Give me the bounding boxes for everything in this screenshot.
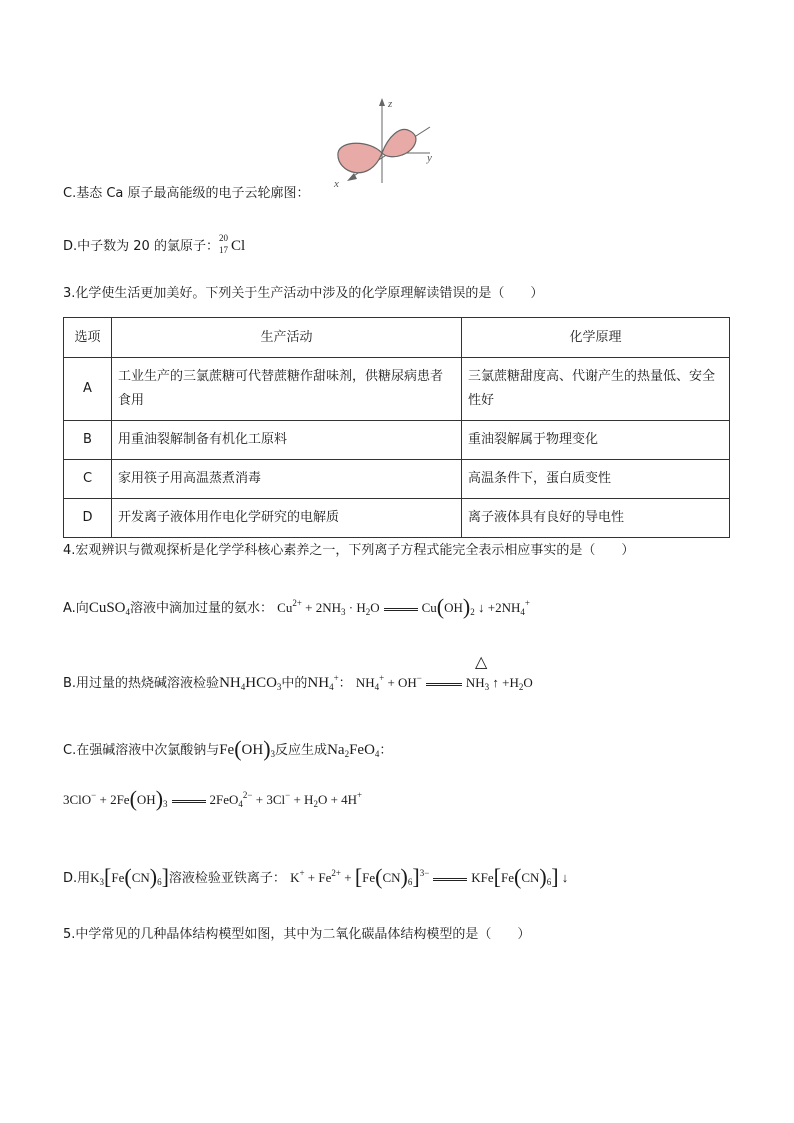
q4-b-prefix: B.用过量的热烧碱溶液检验 xyxy=(63,676,220,691)
table-row xyxy=(64,499,730,538)
question-4-stem: 4.宏观辨识与微观探析是化学学科核心素养之一，下列离子方程式能完全表示相应事实的是（ ） xyxy=(63,543,635,558)
question-3-stem: 3.化学使生活更加美好。下列关于生产活动中涉及的化学原理解读错误的是（ ） xyxy=(63,286,544,301)
q4-option-c: C.在强碱溶液中次氯酸钠与$Fe(OH)_3$反应生成$Na_2FeO_4$： xyxy=(63,736,393,761)
table-row xyxy=(64,358,730,421)
nh4-ion: $NH_4^+$ xyxy=(307,673,339,692)
heat-symbol: △ xyxy=(475,652,488,671)
feoh3-formula: $Fe(OH)_3$ xyxy=(219,736,276,761)
header-principle: 化学原理 xyxy=(462,318,730,358)
row-option: B xyxy=(64,421,112,460)
q4-c-equation: $3ClO^- + 2Fe(OH)_3$ $2FeO_4^{2-} + 3Cl^- + H_2O + 4H^+$ xyxy=(63,786,363,811)
table-row xyxy=(64,460,730,499)
y-axis-label: y xyxy=(427,152,432,164)
q4-a-prefix: A.向 xyxy=(63,601,89,616)
q4-a-suffix: 溶液中滴加过量的氨水： xyxy=(130,601,274,616)
option-d-label: D.中子数为 20 的氯原子： xyxy=(63,239,219,254)
z-axis-label: z xyxy=(388,98,393,110)
option-c-line: C.基态 Ca 原子最高能级的电子云轮廓图： xyxy=(63,186,310,201)
q4-d-equation: $K^+ + Fe^{2+} + [Fe(CN)_6]^{3-}$ $KFe[Fe(CN)_6]$ ↓ xyxy=(290,864,569,889)
option-d-line xyxy=(63,233,246,257)
row-option: C xyxy=(64,460,112,499)
q4-d-suffix: 溶液检验亚铁离子： xyxy=(168,871,286,886)
table-row xyxy=(64,421,730,460)
cuso4-formula: CuSO$_4$ xyxy=(88,600,130,617)
q4-a-equation: $Cu^{2+} + 2NH_3 \cdot H_2O$ $Cu(OH)_2$ ↓ $+2NH_4^+$ xyxy=(277,594,530,619)
question-5-stem: 5.中学常见的几种晶体结构模型如图，其中为二氧化碳晶体结构模型的是（ ） xyxy=(63,927,531,942)
nuclide-notation xyxy=(218,233,231,256)
mass-number: 20 xyxy=(218,233,228,243)
question-3-table xyxy=(63,317,730,538)
row-principle: 离子液体具有良好的导电性 xyxy=(462,499,730,538)
q4-c-mid: 反应生成 xyxy=(275,743,328,758)
row-activity: 工业生产的三氯蔗糖可代替蔗糖作甜味剂，供糖尿病患者食用 xyxy=(112,358,462,421)
q4-option-a xyxy=(63,594,530,619)
row-principle: 三氯蔗糖甜度高、代谢产生的热量低、安全性好 xyxy=(462,358,730,421)
row-activity: 用重油裂解制备有机化工原料 xyxy=(112,421,462,460)
row-option: D xyxy=(64,499,112,538)
header-activity: 生产活动 xyxy=(112,318,462,358)
k3fecn6-formula: $K_3[Fe(CN)_6]$ xyxy=(90,864,169,889)
q4-option-b: B.用过量的热烧碱溶液检验$NH_4HCO_3$中的$NH_4^+$： $NH_4^+ + OH^-$ $NH_3$ ↑ $+H_2O$ xyxy=(63,673,533,692)
q4-b-mid: 中的 xyxy=(281,676,308,691)
atomic-number: 17 xyxy=(218,245,228,255)
q4-option-d xyxy=(63,864,569,889)
chlorine-symbol: Cl xyxy=(230,238,246,254)
row-option: A xyxy=(64,358,112,421)
q4-c-prefix: C.在强碱溶液中次氯酸钠与 xyxy=(63,743,220,758)
table-header-row xyxy=(64,318,730,358)
nh4hco3-formula: $NH_4HCO_3$ xyxy=(219,675,282,692)
row-activity: 开发离子液体用作电化学研究的电解质 xyxy=(112,499,462,538)
header-option: 选项 xyxy=(64,318,112,358)
q4-b-equation: $NH_4^+ + OH^-$ $NH_3$ ↑ $+H_2O$ xyxy=(355,673,533,692)
q4-d-prefix: D.用 xyxy=(63,871,91,886)
x-axis-label: x xyxy=(334,178,339,190)
na2feo4-formula: $Na_2FeO_4$ xyxy=(327,742,380,759)
p-orbital-diagram xyxy=(330,95,440,191)
row-activity: 家用筷子用高温蒸煮消毒 xyxy=(112,460,462,499)
row-principle: 高温条件下，蛋白质变性 xyxy=(462,460,730,499)
row-principle: 重油裂解属于物理变化 xyxy=(462,421,730,460)
